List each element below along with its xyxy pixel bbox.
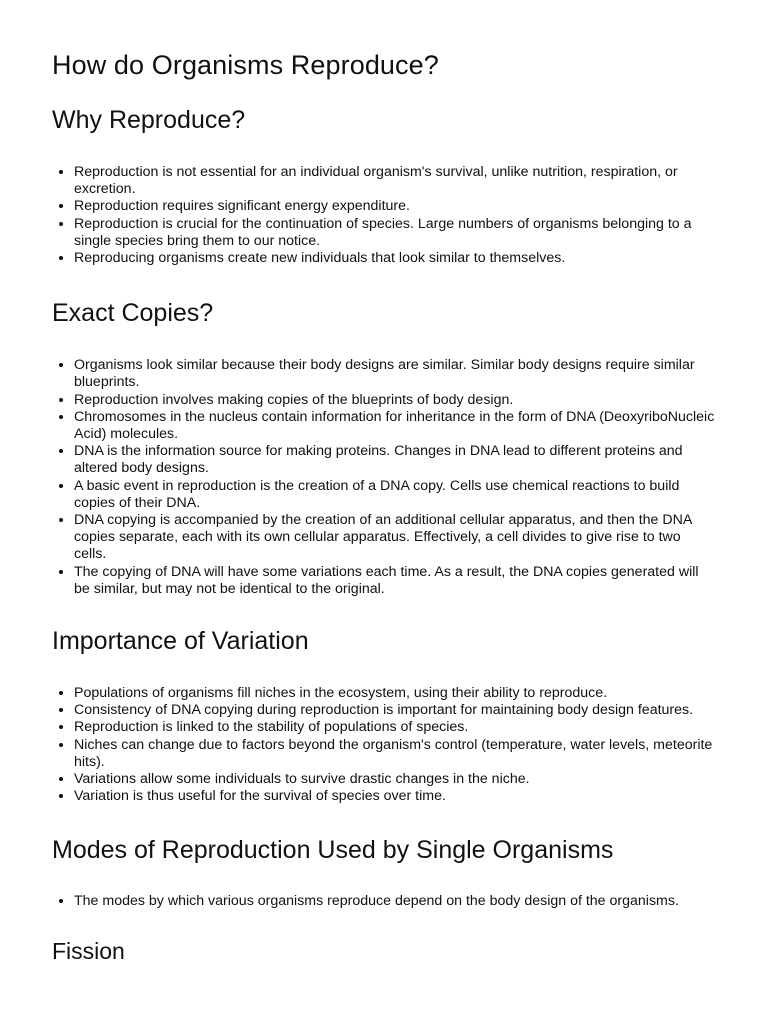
bullet-list: [52, 685, 716, 805]
section-heading: Importance of Variation: [52, 627, 309, 656]
page-title: How do Organisms Reproduce?: [52, 50, 439, 80]
section-heading: Why Reproduce?: [52, 106, 246, 134]
section-modes-of-reproduction: [52, 834, 716, 910]
list-item: • Variation is thus useful for the survival of species over time.: [74, 788, 716, 805]
list-item: • Reproduction is not essential for an individual organism's survival, unlike nutrition, respiration, or excretion.: [74, 164, 716, 198]
list-item: • The modes by which various organisms reproduce depend on the body design of the organisms.: [74, 893, 716, 910]
list-item: • Variations allow some individuals to survive drastic changes in the niche.: [74, 771, 716, 788]
list-item: • Organisms look similar because their body designs are similar. Similar body designs require similar blueprints.: [74, 357, 716, 391]
list-item: • Chromosomes in the nucleus contain information for inheritance in the form of DNA (DeoxyriboNucleic Acid) molecules.: [74, 409, 716, 443]
list-item: • Reproducing organisms create new individuals that look similar to themselves.: [74, 250, 716, 267]
section-heading: Modes of Reproduction Used by Single Organisms: [52, 836, 614, 865]
bullet-list: [52, 357, 716, 598]
list-item: • Reproduction is linked to the stability of populations of species.: [74, 719, 716, 736]
section-exact-copies: [52, 297, 716, 598]
list-item: • DNA is the information source for making proteins. Changes in DNA lead to different proteins and altered body designs.: [74, 443, 716, 477]
bullet-list: [52, 893, 716, 910]
list-item: • Consistency of DNA copying during reproduction is important for maintaining body design features.: [74, 702, 716, 719]
list-item: • DNA copying is accompanied by the creation of an additional cellular apparatus, and then the DNA copies separate, each with its own cellular apparatus. Effectively, a cell divides to give rise to two cells.: [74, 512, 716, 564]
section-why-reproduce: [52, 104, 716, 267]
section-fission: [52, 936, 716, 966]
list-item: • Reproduction requires significant energy expenditure.: [74, 198, 716, 215]
bullet-list: [52, 164, 716, 267]
section-importance-of-variation: [52, 625, 716, 805]
list-item: • Reproduction involves making copies of the blueprints of body design.: [74, 392, 716, 409]
list-item: • A basic event in reproduction is the creation of a DNA copy. Cells use chemical reactions to build copies of their DNA.: [74, 478, 716, 512]
section-heading: Exact Copies?: [52, 299, 214, 328]
subsection-heading: Fission: [52, 937, 125, 964]
list-item: • Niches can change due to factors beyond the organism's control (temperature, water levels, meteorite hits).: [74, 737, 716, 771]
list-item: • Reproduction is crucial for the continuation of species. Large numbers of organisms belonging to a single species bring them to our notice.: [74, 216, 716, 250]
list-item: • Populations of organisms fill niches in the ecosystem, using their ability to reproduce.: [74, 685, 716, 702]
list-item: • The copying of DNA will have some variations each time. As a result, the DNA copies generated will be similar, but may not be identical to the original.: [74, 564, 716, 598]
